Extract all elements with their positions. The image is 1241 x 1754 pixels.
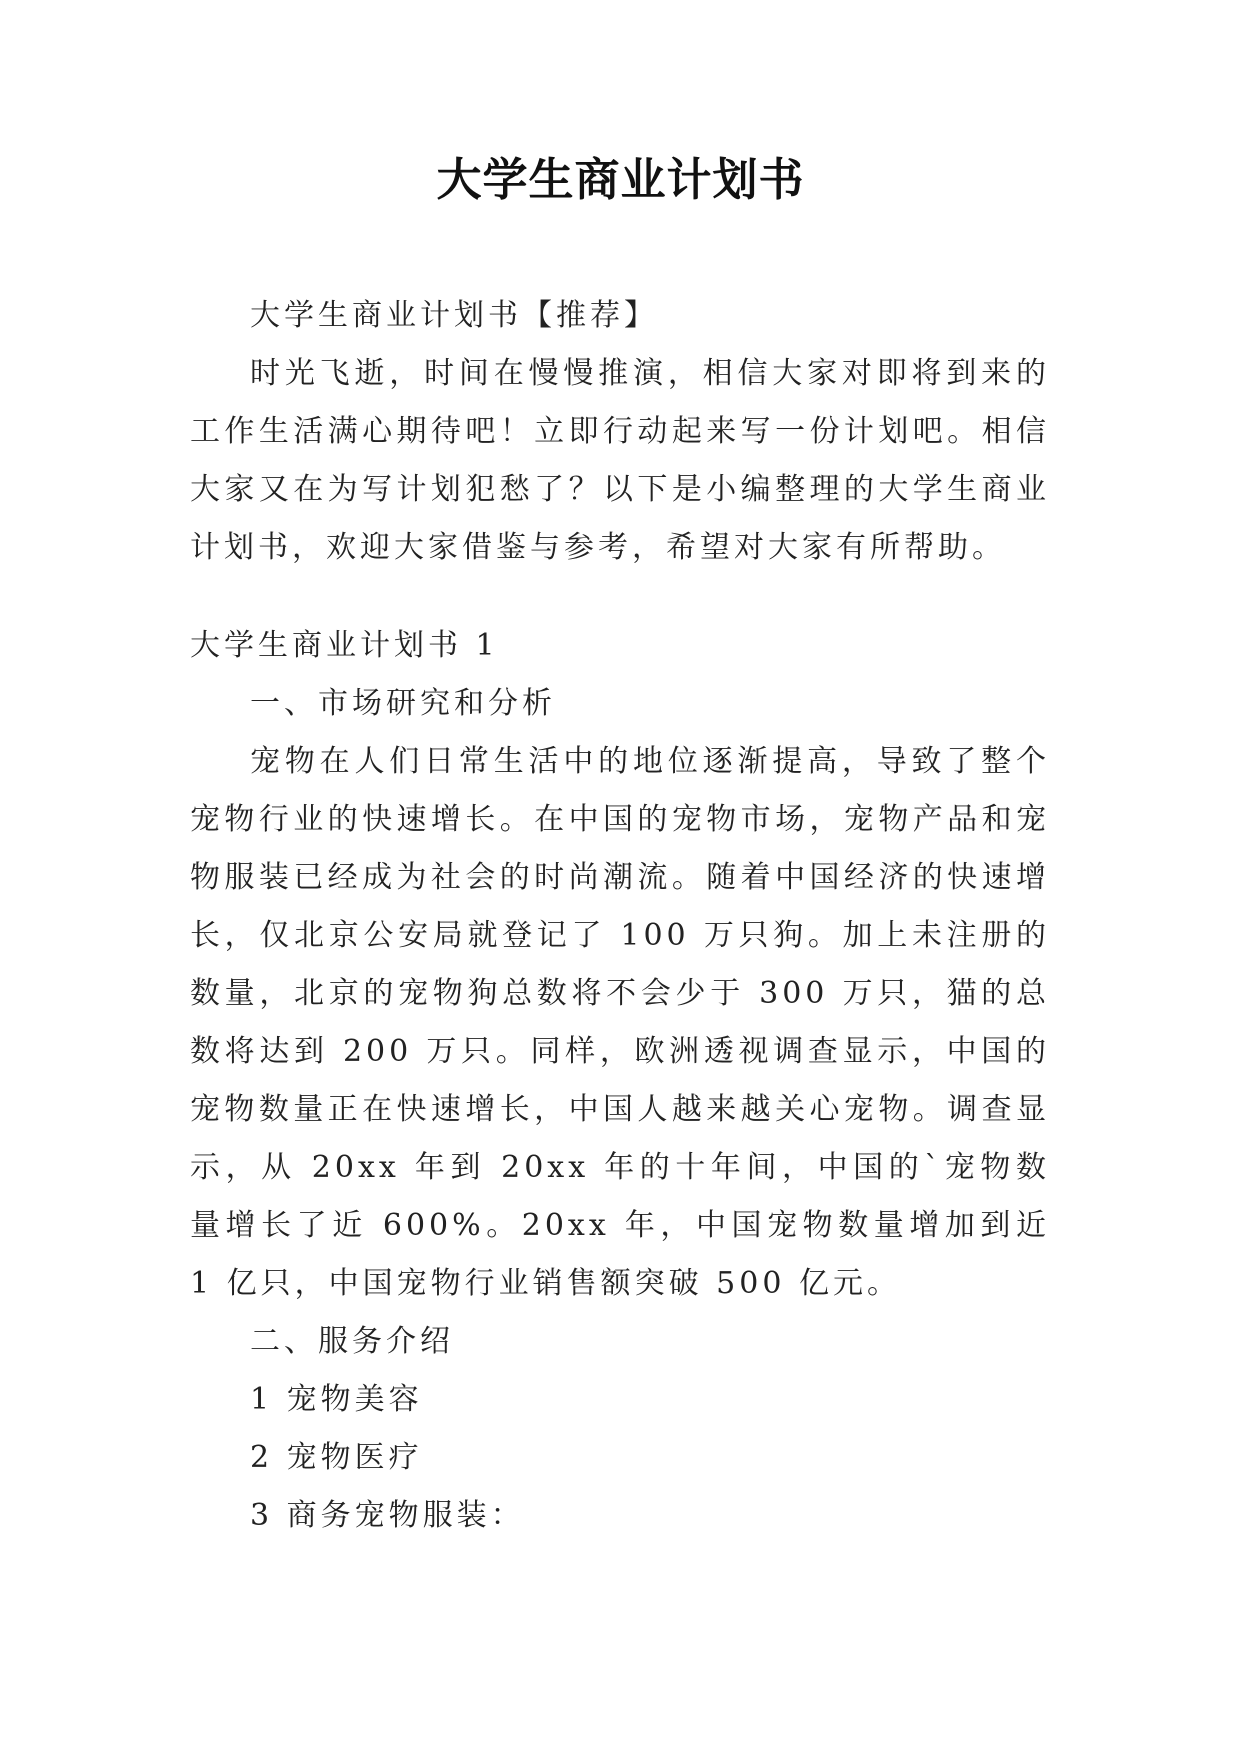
document-title: 大学生商业计划书 bbox=[436, 153, 805, 206]
section-title: 大学生商业计划书 1 bbox=[190, 628, 499, 663]
document-body bbox=[190, 287, 1050, 1545]
section-spacer bbox=[190, 577, 1050, 617]
service-item-grooming: 1 宠物美容 bbox=[250, 1382, 423, 1417]
intro-paragraph: 时光飞逝，时间在慢慢推演，相信大家对即将到来的工作生活满心期待吧！立即行动起来写一份计划吧。相信大家又在为写计划犯愁了？以下是小编整理的大学生商业计划书，欢迎大家借鉴与参考，希望对大家有所帮助。 bbox=[190, 356, 1050, 565]
part2-heading: 二、服务介绍 bbox=[250, 1324, 454, 1359]
part1-heading: 一、市场研究和分析 bbox=[250, 686, 556, 721]
service-item-medical: 2 宠物医疗 bbox=[250, 1440, 423, 1475]
intro-heading: 大学生商业计划书【推荐】 bbox=[250, 298, 658, 333]
service-item-clothing: 3 商务宠物服装： bbox=[250, 1498, 525, 1533]
part1-paragraph: 宠物在人们日常生活中的地位逐渐提高，导致了整个宠物行业的快速增长。在中国的宠物市场，宠物产品和宠物服装已经成为社会的时尚潮流。随着中国经济的快速增长，仅北京公安局就登记了 100 万只狗。加上未注册的数量，北京的宠物狗总数将不会少于 300 万只，猫的总数将达到 200 万只。同样，欧洲透视调查显示，中国的宠物数量正在快速增长，中国人越来越关心宠物。调查显示，从 20xx 年到 20xx 年的十年间，中国的`宠物数量增长了近 600%。20xx 年，中国宠物数量增加到近 1 亿只，中国宠物行业销售额突破 500 亿元。 bbox=[190, 744, 1050, 1301]
